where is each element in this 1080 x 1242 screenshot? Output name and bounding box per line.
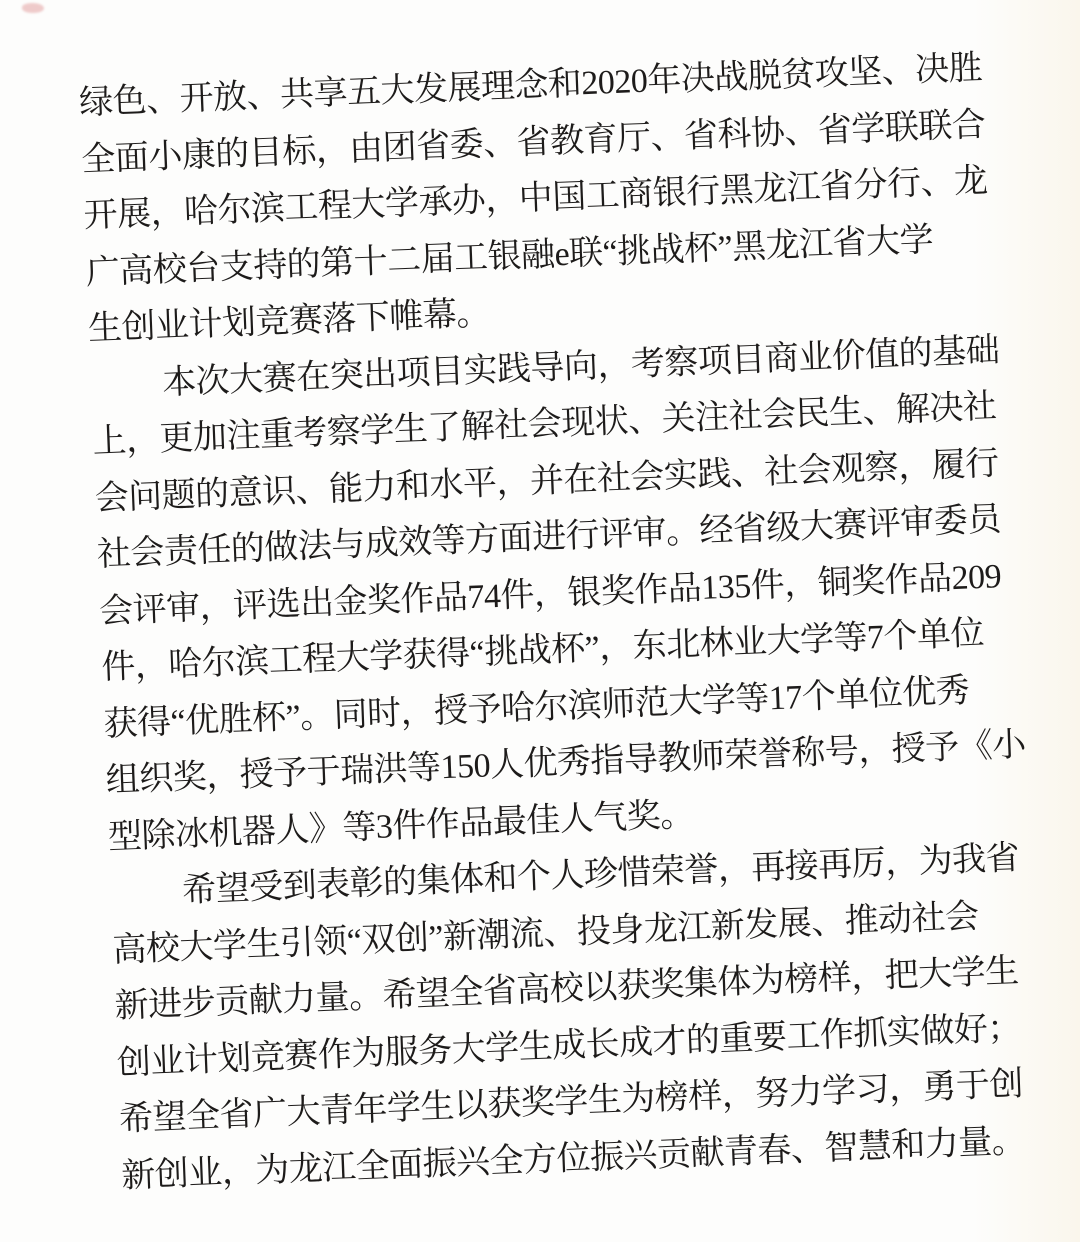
text-line: 全面小康的目标，由团省委、省教育厅、省科协、省学联联合: [80, 105, 986, 179]
text-line: 会评审，评选出金奖作品74件，银奖作品135件，铜奖作品209: [98, 557, 1002, 631]
text-line: 高校大学生引领“双创”新潮流、投身龙江新发展、推动社会: [111, 897, 980, 969]
text-line: 件，哈尔滨工程大学获得“挑战杯”，东北林业大学等7个单位: [100, 614, 985, 687]
text-line: 新进步贡献力量。希望全省高校以获奖集体为榜样，把大学生: [114, 952, 1020, 1026]
text-line: 社会责任的做法与成效等方面进行评审。经省级大赛评审委员: [96, 501, 1002, 574]
text-line: 会问题的意识、能力和水平，并在社会实践、社会观察，履行: [94, 444, 1000, 518]
text-line: 新创业，为龙江全面振兴全方位振兴贡献青春、智慧和力量。: [120, 1122, 1026, 1195]
text-line: 生创业计划竞赛落下帷幕。: [87, 295, 491, 348]
text-line: 创业计划竞赛作为服务大学生成长成才的重要工作抓实做好；: [116, 1009, 1022, 1082]
text-line-paragraph-start: 希望受到表彰的集体和个人珍惜荣誉，再接再厉，为我省: [181, 839, 1020, 910]
text-line: 获得“优胜杯”。同时，授予哈尔滨师范大学等17个单位优秀: [102, 672, 970, 743]
text-line-paragraph-start: 本次大赛在突出项目实践导向，考察项目商业价值的基础: [161, 331, 1000, 402]
red-stamp-mark: [22, 3, 44, 13]
text-line: 型除冰机器人》等3件作品最佳人气奖。: [107, 795, 695, 856]
text-line: 广高校台支持的第十二届工银融e联“挑战杯”黑龙江省大学: [85, 221, 934, 292]
text-line: 希望全省广大青年学生以获奖学生为榜样，努力学习，勇于创: [118, 1065, 1024, 1139]
text-line: 组织奖，授予于瑞洪等150人优秀指导教师荣誉称号，授予《小: [105, 726, 1027, 800]
text-line: 绿色、开放、共享五大发展理念和2020年决战脱贫攻坚、决胜: [78, 49, 983, 122]
text-line: 上，更加注重考察学生了解社会现状、关注社会民生、解决社: [91, 388, 998, 461]
document-body: [78, 41, 1027, 1205]
text-line: 开展，哈尔滨工程大学承办，中国工商银行黑龙江省分行、龙: [82, 162, 989, 235]
